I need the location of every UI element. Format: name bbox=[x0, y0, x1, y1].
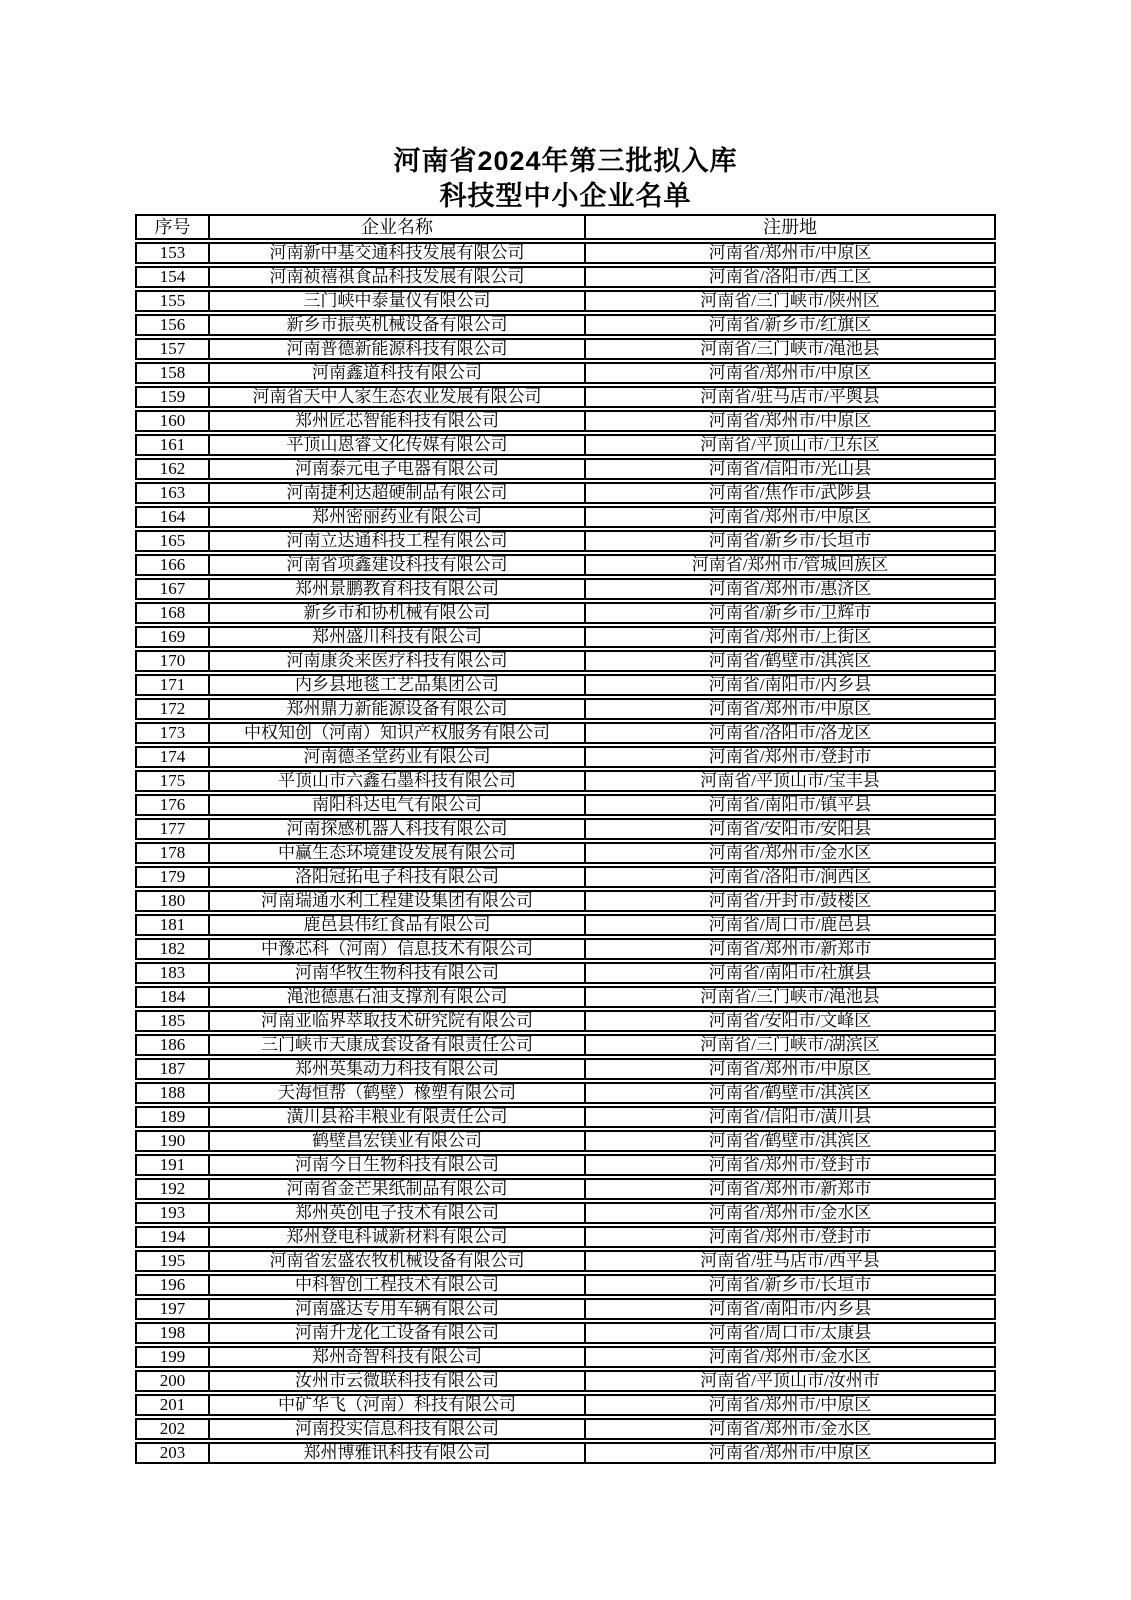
registration-cell: 河南省/郑州市/中原区 bbox=[586, 506, 996, 528]
company-name-cell: 南阳科达电气有限公司 bbox=[210, 794, 586, 816]
table-row bbox=[135, 386, 996, 408]
serial-cell: 187 bbox=[135, 1058, 210, 1080]
serial-cell: 203 bbox=[135, 1442, 210, 1464]
registration-cell: 河南省/郑州市/中原区 bbox=[586, 1394, 996, 1416]
serial-cell: 201 bbox=[135, 1394, 210, 1416]
table-row bbox=[135, 1418, 996, 1440]
table-row bbox=[135, 1322, 996, 1344]
registration-cell: 河南省/驻马店市/西平县 bbox=[586, 1250, 996, 1272]
table-row bbox=[135, 674, 996, 696]
serial-cell: 178 bbox=[135, 842, 210, 864]
serial-cell: 192 bbox=[135, 1178, 210, 1200]
company-name-cell: 潢川县裕丰粮业有限责任公司 bbox=[210, 1106, 586, 1128]
registration-cell: 河南省/洛阳市/洛龙区 bbox=[586, 722, 996, 744]
registration-cell: 河南省/三门峡市/渑池县 bbox=[586, 338, 996, 360]
registration-cell: 河南省/三门峡市/湖滨区 bbox=[586, 1034, 996, 1056]
serial-cell: 172 bbox=[135, 698, 210, 720]
serial-cell: 197 bbox=[135, 1298, 210, 1320]
registration-cell: 河南省/郑州市/新郑市 bbox=[586, 1178, 996, 1200]
serial-cell: 188 bbox=[135, 1082, 210, 1104]
table-row bbox=[135, 458, 996, 480]
serial-cell: 153 bbox=[135, 242, 210, 264]
table-row bbox=[135, 1082, 996, 1104]
serial-cell: 157 bbox=[135, 338, 210, 360]
table-row bbox=[135, 1034, 996, 1056]
table-row bbox=[135, 1250, 996, 1272]
table-row bbox=[135, 986, 996, 1008]
registration-cell: 河南省/新乡市/卫辉市 bbox=[586, 602, 996, 624]
registration-cell: 河南省/开封市/鼓楼区 bbox=[586, 890, 996, 912]
company-name-cell: 河南省天中人家生态农业发展有限公司 bbox=[210, 386, 586, 408]
company-name-cell: 河南立达通科技工程有限公司 bbox=[210, 530, 586, 552]
registration-cell: 河南省/安阳市/文峰区 bbox=[586, 1010, 996, 1032]
serial-cell: 176 bbox=[135, 794, 210, 816]
registration-cell: 河南省/三门峡市/渑池县 bbox=[586, 986, 996, 1008]
table-row bbox=[135, 1178, 996, 1200]
company-name-cell: 河南升龙化工设备有限公司 bbox=[210, 1322, 586, 1344]
table-row bbox=[135, 938, 996, 960]
registration-cell: 河南省/郑州市/中原区 bbox=[586, 1442, 996, 1464]
table-row bbox=[135, 434, 996, 456]
company-name-cell: 河南亚临界萃取技术研究院有限公司 bbox=[210, 1010, 586, 1032]
company-name-cell: 中豫芯科（河南）信息技术有限公司 bbox=[210, 938, 586, 960]
company-name-cell: 河南华牧生物科技有限公司 bbox=[210, 962, 586, 984]
registration-cell: 河南省/郑州市/惠济区 bbox=[586, 578, 996, 600]
serial-cell: 189 bbox=[135, 1106, 210, 1128]
registration-cell: 河南省/平顶山市/卫东区 bbox=[586, 434, 996, 456]
serial-cell: 175 bbox=[135, 770, 210, 792]
serial-cell: 199 bbox=[135, 1346, 210, 1368]
serial-cell: 194 bbox=[135, 1226, 210, 1248]
serial-cell: 190 bbox=[135, 1130, 210, 1152]
serial-cell: 171 bbox=[135, 674, 210, 696]
registration-cell: 河南省/郑州市/金水区 bbox=[586, 1346, 996, 1368]
serial-cell: 191 bbox=[135, 1154, 210, 1176]
table-row bbox=[135, 338, 996, 360]
table-row bbox=[135, 1130, 996, 1152]
company-name-cell: 郑州登电科诚新材料有限公司 bbox=[210, 1226, 586, 1248]
registration-cell: 河南省/焦作市/武陟县 bbox=[586, 482, 996, 504]
registration-cell: 河南省/南阳市/内乡县 bbox=[586, 1298, 996, 1320]
table-row bbox=[135, 746, 996, 768]
serial-cell: 168 bbox=[135, 602, 210, 624]
company-name-cell: 汝州市云微联科技有限公司 bbox=[210, 1370, 586, 1392]
registration-cell: 河南省/驻马店市/平舆县 bbox=[586, 386, 996, 408]
registration-cell: 河南省/洛阳市/涧西区 bbox=[586, 866, 996, 888]
registration-cell: 河南省/郑州市/金水区 bbox=[586, 1418, 996, 1440]
serial-cell: 179 bbox=[135, 866, 210, 888]
serial-cell: 162 bbox=[135, 458, 210, 480]
registration-cell: 河南省/周口市/鹿邑县 bbox=[586, 914, 996, 936]
company-name-cell: 鹿邑县伟红食品有限公司 bbox=[210, 914, 586, 936]
table-row bbox=[135, 794, 996, 816]
registration-cell: 河南省/郑州市/登封市 bbox=[586, 746, 996, 768]
company-name-cell: 河南康灸来医疗科技有限公司 bbox=[210, 650, 586, 672]
table-row bbox=[135, 722, 996, 744]
company-name-cell: 鹤壁昌宏镁业有限公司 bbox=[210, 1130, 586, 1152]
company-name-cell: 中科智创工程技术有限公司 bbox=[210, 1274, 586, 1296]
company-name-cell: 郑州密丽药业有限公司 bbox=[210, 506, 586, 528]
registration-cell: 河南省/郑州市/中原区 bbox=[586, 362, 996, 384]
registration-cell: 河南省/郑州市/上街区 bbox=[586, 626, 996, 648]
company-name-cell: 河南省金芒果纸制品有限公司 bbox=[210, 1178, 586, 1200]
registration-cell: 河南省/信阳市/潢川县 bbox=[586, 1106, 996, 1128]
serial-cell: 163 bbox=[135, 482, 210, 504]
table-row bbox=[135, 698, 996, 720]
company-name-cell: 郑州匠芯智能科技有限公司 bbox=[210, 410, 586, 432]
table-row bbox=[135, 362, 996, 384]
company-name-cell: 郑州英创电子技术有限公司 bbox=[210, 1202, 586, 1224]
table-row bbox=[135, 314, 996, 336]
table-row bbox=[135, 818, 996, 840]
company-table bbox=[135, 212, 996, 1466]
registration-cell: 河南省/南阳市/镇平县 bbox=[586, 794, 996, 816]
table-row bbox=[135, 1226, 996, 1248]
registration-cell: 河南省/安阳市/安阳县 bbox=[586, 818, 996, 840]
company-name-cell: 新乡市振英机械设备有限公司 bbox=[210, 314, 586, 336]
company-name-cell: 河南普德新能源科技有限公司 bbox=[210, 338, 586, 360]
company-name-cell: 郑州奇智科技有限公司 bbox=[210, 1346, 586, 1368]
table-row bbox=[135, 578, 996, 600]
company-name-cell: 天海恒帮（鹤壁）橡塑有限公司 bbox=[210, 1082, 586, 1104]
company-name-cell: 平顶山恩睿文化传媒有限公司 bbox=[210, 434, 586, 456]
serial-cell: 196 bbox=[135, 1274, 210, 1296]
table-row bbox=[135, 530, 996, 552]
company-name-cell: 郑州盛川科技有限公司 bbox=[210, 626, 586, 648]
serial-cell: 173 bbox=[135, 722, 210, 744]
table-row bbox=[135, 290, 996, 312]
table-row bbox=[135, 1394, 996, 1416]
company-name-cell: 河南今日生物科技有限公司 bbox=[210, 1154, 586, 1176]
registration-cell: 河南省/鹤壁市/淇滨区 bbox=[586, 1130, 996, 1152]
company-name-cell: 郑州博雅讯科技有限公司 bbox=[210, 1442, 586, 1464]
serial-cell: 181 bbox=[135, 914, 210, 936]
registration-cell: 河南省/郑州市/金水区 bbox=[586, 1202, 996, 1224]
table-row bbox=[135, 650, 996, 672]
company-name-cell: 中赢生态环境建设发展有限公司 bbox=[210, 842, 586, 864]
table-row bbox=[135, 242, 996, 264]
table-row bbox=[135, 1298, 996, 1320]
serial-cell: 198 bbox=[135, 1322, 210, 1344]
table-row bbox=[135, 1274, 996, 1296]
table-row bbox=[135, 962, 996, 984]
registration-cell: 河南省/平顶山市/宝丰县 bbox=[586, 770, 996, 792]
table-row bbox=[135, 770, 996, 792]
serial-cell: 160 bbox=[135, 410, 210, 432]
table-row bbox=[135, 842, 996, 864]
serial-cell: 193 bbox=[135, 1202, 210, 1224]
company-name-cell: 河南省项鑫建设科技有限公司 bbox=[210, 554, 586, 576]
table-row bbox=[135, 1154, 996, 1176]
serial-cell: 174 bbox=[135, 746, 210, 768]
company-name-cell: 三门峡市天康成套设备有限责任公司 bbox=[210, 1034, 586, 1056]
table-row bbox=[135, 410, 996, 432]
table-row bbox=[135, 482, 996, 504]
company-name-cell: 洛阳冠拓电子科技有限公司 bbox=[210, 866, 586, 888]
table-row bbox=[135, 866, 996, 888]
company-name-cell: 河南鑫道科技有限公司 bbox=[210, 362, 586, 384]
company-name-cell: 河南泰元电子电器有限公司 bbox=[210, 458, 586, 480]
registration-cell: 河南省/信阳市/光山县 bbox=[586, 458, 996, 480]
company-name-cell: 内乡县地毯工艺品集团公司 bbox=[210, 674, 586, 696]
table-row bbox=[135, 1010, 996, 1032]
registration-cell: 河南省/南阳市/内乡县 bbox=[586, 674, 996, 696]
serial-cell: 161 bbox=[135, 434, 210, 456]
company-name-cell: 河南省宏盛农牧机械设备有限公司 bbox=[210, 1250, 586, 1272]
company-name-cell: 渑池德惠石油支撑剂有限公司 bbox=[210, 986, 586, 1008]
company-name-cell: 郑州英集动力科技有限公司 bbox=[210, 1058, 586, 1080]
title-line-1: 河南省2024年第三批拟入库 bbox=[393, 146, 738, 176]
table-row bbox=[135, 1346, 996, 1368]
table-row bbox=[135, 890, 996, 912]
header-company-name: 企业名称 bbox=[210, 214, 586, 240]
company-name-cell: 河南瑞通水利工程建设集团有限公司 bbox=[210, 890, 586, 912]
header-row bbox=[135, 214, 996, 240]
table-row bbox=[135, 1442, 996, 1464]
table-row bbox=[135, 914, 996, 936]
company-name-cell: 河南祯禧祺食品科技发展有限公司 bbox=[210, 266, 586, 288]
table-row bbox=[135, 554, 996, 576]
table-row bbox=[135, 506, 996, 528]
serial-cell: 155 bbox=[135, 290, 210, 312]
header-registration: 注册地 bbox=[586, 214, 996, 240]
registration-cell: 河南省/郑州市/登封市 bbox=[586, 1154, 996, 1176]
serial-cell: 182 bbox=[135, 938, 210, 960]
company-name-cell: 中矿华飞（河南）科技有限公司 bbox=[210, 1394, 586, 1416]
serial-cell: 184 bbox=[135, 986, 210, 1008]
registration-cell: 河南省/周口市/太康县 bbox=[586, 1322, 996, 1344]
company-name-cell: 中权知创（河南）知识产权服务有限公司 bbox=[210, 722, 586, 744]
company-name-cell: 河南盛达专用车辆有限公司 bbox=[210, 1298, 586, 1320]
serial-cell: 164 bbox=[135, 506, 210, 528]
company-name-cell: 郑州景鹏教育科技有限公司 bbox=[210, 578, 586, 600]
table-row bbox=[135, 1106, 996, 1128]
registration-cell: 河南省/郑州市/登封市 bbox=[586, 1226, 996, 1248]
company-name-cell: 河南探感机器人科技有限公司 bbox=[210, 818, 586, 840]
title-line-2: 科技型中小企业名单 bbox=[439, 181, 692, 211]
table-row bbox=[135, 266, 996, 288]
header-serial: 序号 bbox=[135, 214, 210, 240]
company-name-cell: 郑州鼎力新能源设备有限公司 bbox=[210, 698, 586, 720]
registration-cell: 河南省/新乡市/红旗区 bbox=[586, 314, 996, 336]
registration-cell: 河南省/三门峡市/陕州区 bbox=[586, 290, 996, 312]
document-title bbox=[0, 144, 1131, 214]
serial-cell: 169 bbox=[135, 626, 210, 648]
serial-cell: 165 bbox=[135, 530, 210, 552]
registration-cell: 河南省/郑州市/金水区 bbox=[586, 842, 996, 864]
table-row bbox=[135, 1370, 996, 1392]
registration-cell: 河南省/新乡市/长垣市 bbox=[586, 530, 996, 552]
registration-cell: 河南省/郑州市/中原区 bbox=[586, 1058, 996, 1080]
serial-cell: 186 bbox=[135, 1034, 210, 1056]
serial-cell: 156 bbox=[135, 314, 210, 336]
registration-cell: 河南省/郑州市/管城回族区 bbox=[586, 554, 996, 576]
registration-cell: 河南省/南阳市/社旗县 bbox=[586, 962, 996, 984]
registration-cell: 河南省/郑州市/中原区 bbox=[586, 410, 996, 432]
serial-cell: 170 bbox=[135, 650, 210, 672]
table-row bbox=[135, 1058, 996, 1080]
registration-cell: 河南省/郑州市/中原区 bbox=[586, 242, 996, 264]
serial-cell: 177 bbox=[135, 818, 210, 840]
serial-cell: 166 bbox=[135, 554, 210, 576]
registration-cell: 河南省/洛阳市/西工区 bbox=[586, 266, 996, 288]
registration-cell: 河南省/平顶山市/汝州市 bbox=[586, 1370, 996, 1392]
registration-cell: 河南省/鹤壁市/淇滨区 bbox=[586, 650, 996, 672]
company-name-cell: 河南德圣堂药业有限公司 bbox=[210, 746, 586, 768]
table-row bbox=[135, 1202, 996, 1224]
serial-cell: 159 bbox=[135, 386, 210, 408]
registration-cell: 河南省/鹤壁市/淇滨区 bbox=[586, 1082, 996, 1104]
serial-cell: 200 bbox=[135, 1370, 210, 1392]
company-name-cell: 河南捷利达超硬制品有限公司 bbox=[210, 482, 586, 504]
table-body bbox=[135, 242, 996, 1464]
company-name-cell: 平顶山市六鑫石墨科技有限公司 bbox=[210, 770, 586, 792]
company-name-cell: 三门峡中泰量仪有限公司 bbox=[210, 290, 586, 312]
company-name-cell: 河南新中基交通科技发展有限公司 bbox=[210, 242, 586, 264]
serial-cell: 202 bbox=[135, 1418, 210, 1440]
serial-cell: 195 bbox=[135, 1250, 210, 1272]
company-name-cell: 河南投实信息科技有限公司 bbox=[210, 1418, 586, 1440]
registration-cell: 河南省/新乡市/长垣市 bbox=[586, 1274, 996, 1296]
serial-cell: 154 bbox=[135, 266, 210, 288]
serial-cell: 158 bbox=[135, 362, 210, 384]
serial-cell: 185 bbox=[135, 1010, 210, 1032]
registration-cell: 河南省/郑州市/新郑市 bbox=[586, 938, 996, 960]
serial-cell: 167 bbox=[135, 578, 210, 600]
serial-cell: 183 bbox=[135, 962, 210, 984]
table-row bbox=[135, 602, 996, 624]
registration-cell: 河南省/郑州市/中原区 bbox=[586, 698, 996, 720]
serial-cell: 180 bbox=[135, 890, 210, 912]
company-name-cell: 新乡市和协机械有限公司 bbox=[210, 602, 586, 624]
table-row bbox=[135, 626, 996, 648]
